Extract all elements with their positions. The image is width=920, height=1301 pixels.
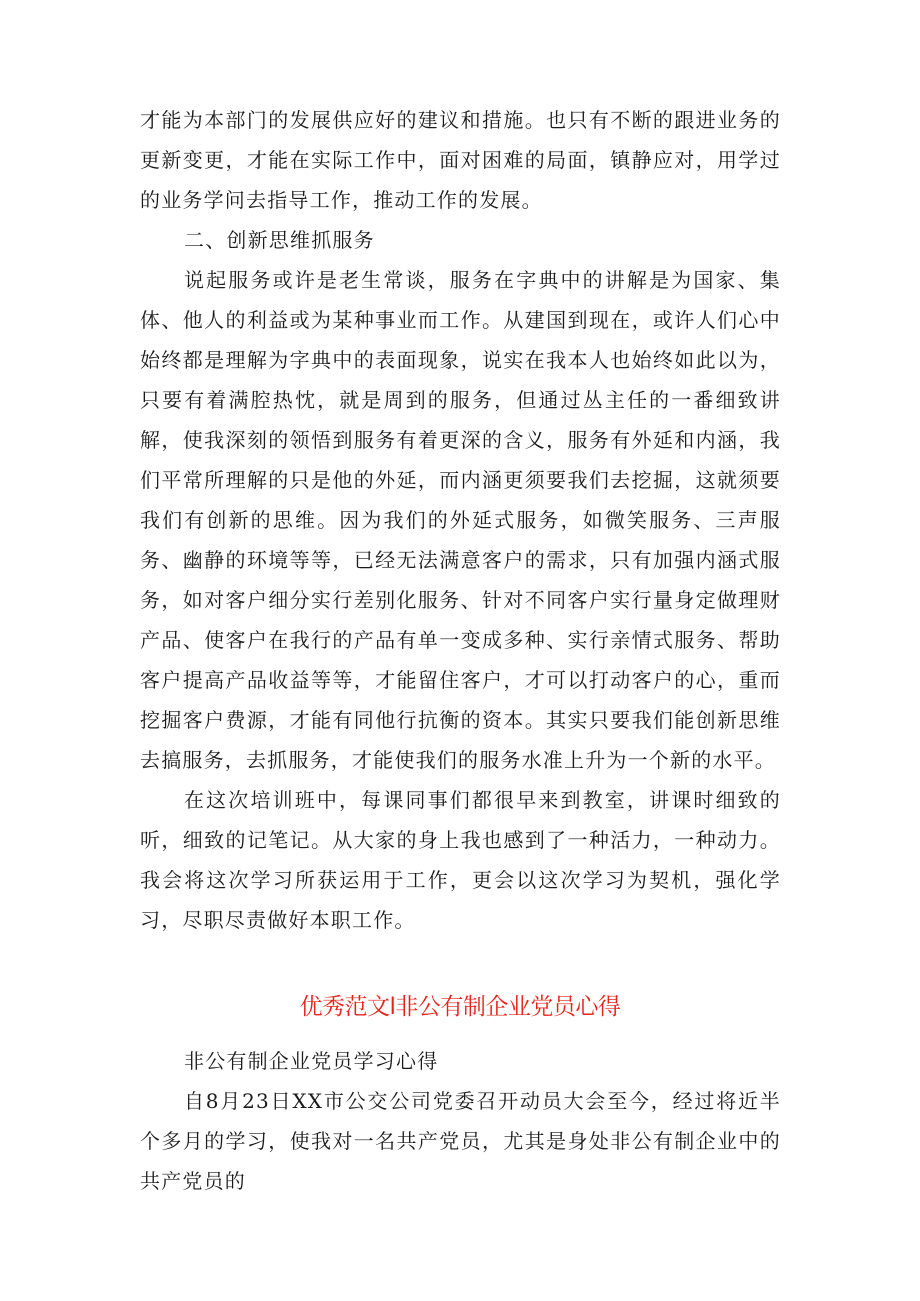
- paragraph-training: 在这次培训班中，每课同事们都很早来到教室，讲课时细致的听，细致的记笔记。从大家的身上我也感到了一种活力，一种动力。我会将这次学习所获运用于工作，更会以这次学习为契机，强化学习，尽职尽责做好本职工作。: [140, 788, 781, 932]
- paragraph-continued: 才能为本部门的发展供应好的建议和措施。也只有不断的跟进业务的更新变更，才能在实际工作中，面对困难的局面，镇静应对，用学过的业务学问去指导工作，推动工作的发展。: [140, 108, 781, 212]
- paragraph-intro: 自8月23日XX市公交公司党委召开动员大会至今，经过将近半个多月的学习，使我对一名共产党员，尤其是身处非公有制企业中的共产党员的: [140, 1089, 781, 1193]
- section-heading-innovation: 二、创新思维抓服务: [184, 228, 375, 252]
- document-body-top: [140, 100, 781, 940]
- article-subtitle: 非公有制企业党员学习心得: [184, 1049, 439, 1073]
- document-body-bottom: [140, 1041, 781, 1201]
- red-article-title: 优秀范文l非公有制企业党员心得: [299, 994, 621, 1020]
- paragraph-service: 说起服务或许是老生常谈，服务在字典中的讲解是为国家、集体、他人的利益或为某种事业而工作。从建国到现在，或许人们心中始终都是理解为字典中的表面现象，说实在我本人也始终如此以为，只要有着满腔热忱，就是周到的服务，但通过丛主任的一番细致讲解，使我深刻的领悟到服务有着更深的含义，服务有外延和内涵，我们平常所理解的只是他的外延，而内涵更须要我们去挖掘，这就须要我们有创新的思维。因为我们的外延式服务，如微笑服务、三声服务、幽静的环境等等，已经无法满意客户的需求，只有加强内涵式服务，如对客户细分实行差别化服务、针对不同客户实行量身定做理财产品、使客户在我行的产品有单一变成多种、实行亲情式服务、帮助客户提高产品收益等等，才能留住客户，才可以打动客户的心，重而挖掘客户费源，才能有同他行抗衡的资本。其实只要我们能创新思维去搞服务，去抓服务，才能使我们的服务水准上升为一个新的水平。: [140, 268, 781, 772]
